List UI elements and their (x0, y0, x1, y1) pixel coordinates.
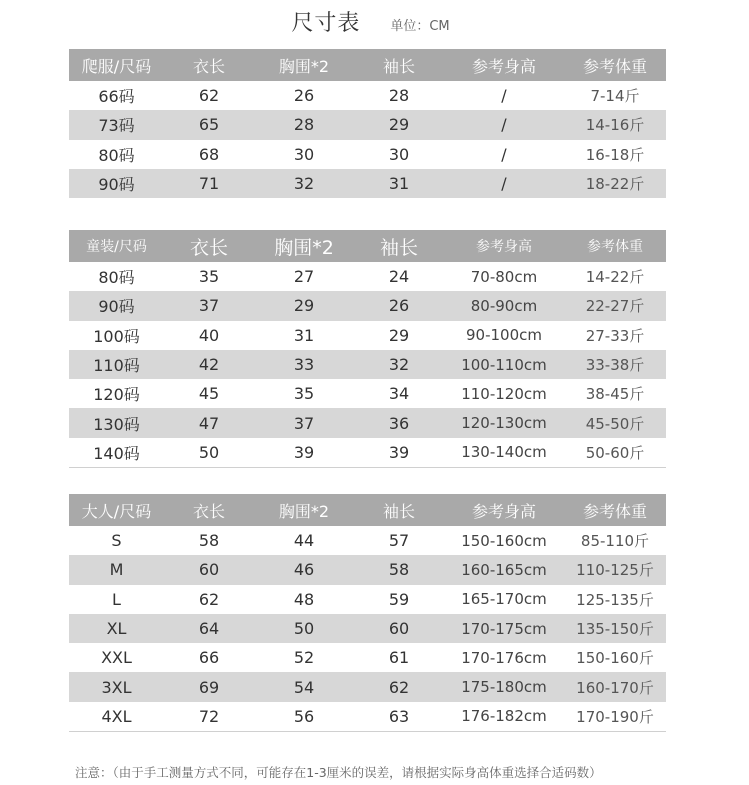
cell-length: 58 (198, 531, 220, 551)
cell-sleeve: 63 (354, 702, 444, 732)
cell-size: S (111, 531, 122, 551)
cell-sleeve: 34 (388, 384, 410, 404)
col-header-weight: 参考体重 (564, 230, 666, 262)
table-header-row (69, 494, 666, 526)
cell-chest: 50 (254, 614, 354, 643)
col-header-chest: 胸围*2 (254, 49, 354, 81)
cell-sleeve: 39 (354, 438, 444, 468)
cell-sleeve: 62 (354, 672, 444, 701)
cell-height: / (444, 110, 564, 139)
table-row (69, 110, 666, 139)
cell-length: 42 (164, 350, 254, 379)
cell-weight: 50-60斤 (564, 438, 666, 468)
cell-weight: 22-27斤 (564, 291, 666, 320)
col-header-height: 参考身高 (444, 494, 564, 526)
table-row (69, 672, 666, 701)
cell-length: 62 (198, 86, 220, 106)
cell-length: 71 (164, 169, 254, 198)
kids-size-table (69, 230, 666, 468)
cell-height: 170-176cm (461, 648, 547, 667)
cell-weight: 150-160斤 (576, 649, 654, 668)
cell-height: 175-180cm (444, 672, 564, 701)
cell-size: M (69, 555, 164, 584)
cell-chest: 33 (254, 350, 354, 379)
cell-length: 47 (164, 408, 254, 437)
page-title-area (0, 6, 749, 37)
cell-size: XL (69, 614, 164, 643)
table-header-row (69, 230, 666, 262)
cell-height: 80-90cm (444, 291, 564, 320)
col-header-chest: 胸围*2 (254, 494, 354, 526)
col-header-length: 衣长 (164, 230, 254, 262)
cell-weight: 38-45斤 (585, 385, 645, 404)
cell-sleeve: 29 (388, 325, 410, 345)
table-header-row (69, 49, 666, 81)
table-row (69, 408, 666, 437)
cell-length: 60 (164, 555, 254, 584)
col-header-size: 童装/尺码 (69, 230, 164, 262)
col-header-weight: 参考体重 (564, 49, 666, 81)
cell-size: 90码 (69, 291, 164, 320)
col-header-sleeve: 袖长 (354, 49, 444, 81)
cell-size: L (112, 589, 121, 609)
cell-chest: 27 (293, 267, 315, 287)
cell-length: 35 (198, 267, 220, 287)
cell-height: 100-110cm (444, 350, 564, 379)
cell-height: / (501, 144, 507, 164)
col-header-height: 参考身高 (444, 49, 564, 81)
cell-length: 72 (164, 702, 254, 732)
cell-size: 90码 (69, 169, 164, 198)
cell-sleeve: 31 (354, 169, 444, 198)
cell-height: 120-130cm (444, 408, 564, 437)
table-row (69, 81, 666, 110)
cell-sleeve: 58 (354, 555, 444, 584)
col-header-length: 衣长 (164, 49, 254, 81)
cell-sleeve: 29 (354, 110, 444, 139)
cell-weight: 110-125斤 (564, 555, 666, 584)
cell-chest: 35 (293, 384, 315, 404)
cell-weight: 125-135斤 (576, 590, 654, 609)
cell-length: 45 (198, 384, 220, 404)
cell-sleeve: 36 (354, 408, 444, 437)
cell-chest: 39 (254, 438, 354, 468)
cell-chest: 26 (293, 86, 315, 106)
cell-weight: 7-14斤 (590, 87, 640, 106)
table-row (69, 526, 666, 555)
cell-chest: 37 (254, 408, 354, 437)
cell-sleeve: 61 (388, 648, 410, 668)
cell-length: 65 (164, 110, 254, 139)
table-row (69, 262, 666, 291)
table-row (69, 291, 666, 320)
unit-label: 单位：CM (390, 19, 450, 34)
cell-weight: 135-150斤 (564, 614, 666, 643)
cell-size: 66码 (98, 87, 135, 107)
page-title: 尺寸表 (291, 11, 361, 36)
cell-chest: 56 (254, 702, 354, 732)
col-header-sleeve: 袖长 (354, 494, 444, 526)
col-header-size: 爬服/尺码 (69, 49, 164, 81)
table-row (69, 438, 666, 468)
cell-height: 170-175cm (444, 614, 564, 643)
table-row (69, 350, 666, 379)
cell-sleeve: 30 (388, 144, 410, 164)
cell-chest: 29 (254, 291, 354, 320)
table-row (69, 585, 666, 614)
cell-sleeve: 60 (354, 614, 444, 643)
cell-weight: 33-38斤 (564, 350, 666, 379)
cell-chest: 44 (293, 531, 315, 551)
cell-weight: 160-170斤 (564, 672, 666, 701)
cell-size: 100码 (93, 326, 140, 346)
adult-size-table (69, 494, 666, 732)
cell-chest: 54 (254, 672, 354, 701)
cell-chest: 48 (293, 589, 315, 609)
cell-size: 80码 (98, 145, 135, 165)
cell-chest: 30 (293, 144, 315, 164)
cell-length: 37 (164, 291, 254, 320)
cell-size: 130码 (69, 408, 164, 437)
table-row (69, 702, 666, 732)
cell-chest: 28 (254, 110, 354, 139)
col-header-height: 参考身高 (444, 230, 564, 262)
cell-weight: 170-190斤 (564, 702, 666, 732)
cell-sleeve: 59 (388, 589, 410, 609)
cell-size: 4XL (69, 702, 164, 732)
measurement-note: 注意：（由于手工测量方式不同，可能存在1-3厘米的误差，请根据实际身高体重选择合适码数） (75, 765, 602, 780)
col-header-length: 衣长 (164, 494, 254, 526)
romper-size-table (69, 49, 666, 198)
cell-weight: 16-18斤 (585, 145, 645, 164)
cell-weight: 27-33斤 (585, 326, 645, 345)
cell-length: 66 (198, 648, 220, 668)
cell-size: 110码 (69, 350, 164, 379)
cell-height: 176-182cm (444, 702, 564, 732)
cell-size: 120码 (93, 385, 140, 405)
cell-chest: 46 (254, 555, 354, 584)
cell-sleeve: 32 (354, 350, 444, 379)
cell-sleeve: 24 (388, 267, 410, 287)
cell-height: / (501, 86, 507, 106)
cell-height: 110-120cm (461, 384, 547, 403)
col-header-weight: 参考体重 (564, 494, 666, 526)
cell-weight: 45-50斤 (564, 408, 666, 437)
cell-height: 150-160cm (461, 531, 547, 550)
cell-sleeve: 26 (354, 291, 444, 320)
table-row (69, 379, 666, 408)
cell-weight: 18-22斤 (564, 169, 666, 198)
cell-length: 69 (164, 672, 254, 701)
table-row (69, 643, 666, 672)
cell-weight: 14-16斤 (564, 110, 666, 139)
cell-size: 73码 (69, 110, 164, 139)
col-header-chest: 胸围*2 (254, 230, 354, 262)
cell-length: 50 (164, 438, 254, 468)
table-row (69, 614, 666, 643)
cell-weight: 14-22斤 (585, 268, 645, 287)
table-row (69, 555, 666, 584)
cell-length: 64 (164, 614, 254, 643)
cell-length: 68 (198, 144, 220, 164)
cell-height: 90-100cm (466, 326, 542, 345)
cell-chest: 32 (254, 169, 354, 198)
cell-sleeve: 28 (388, 86, 410, 106)
cell-size: XXL (101, 648, 132, 668)
table-row (69, 321, 666, 350)
cell-height: 130-140cm (444, 438, 564, 468)
table-row (69, 140, 666, 169)
cell-sleeve: 57 (388, 531, 410, 551)
cell-chest: 31 (293, 325, 315, 345)
cell-weight: 85-110斤 (580, 532, 650, 551)
cell-height: 165-170cm (461, 590, 547, 609)
col-header-size: 大人/尺码 (69, 494, 164, 526)
cell-height: 160-165cm (444, 555, 564, 584)
cell-length: 62 (198, 589, 220, 609)
table-row (69, 169, 666, 198)
cell-length: 40 (198, 325, 220, 345)
col-header-sleeve: 袖长 (354, 230, 444, 262)
cell-size: 140码 (69, 438, 164, 468)
cell-height: 70-80cm (470, 267, 538, 286)
cell-size: 80码 (98, 268, 135, 288)
cell-size: 3XL (69, 672, 164, 701)
cell-chest: 52 (293, 648, 315, 668)
cell-height: / (444, 169, 564, 198)
